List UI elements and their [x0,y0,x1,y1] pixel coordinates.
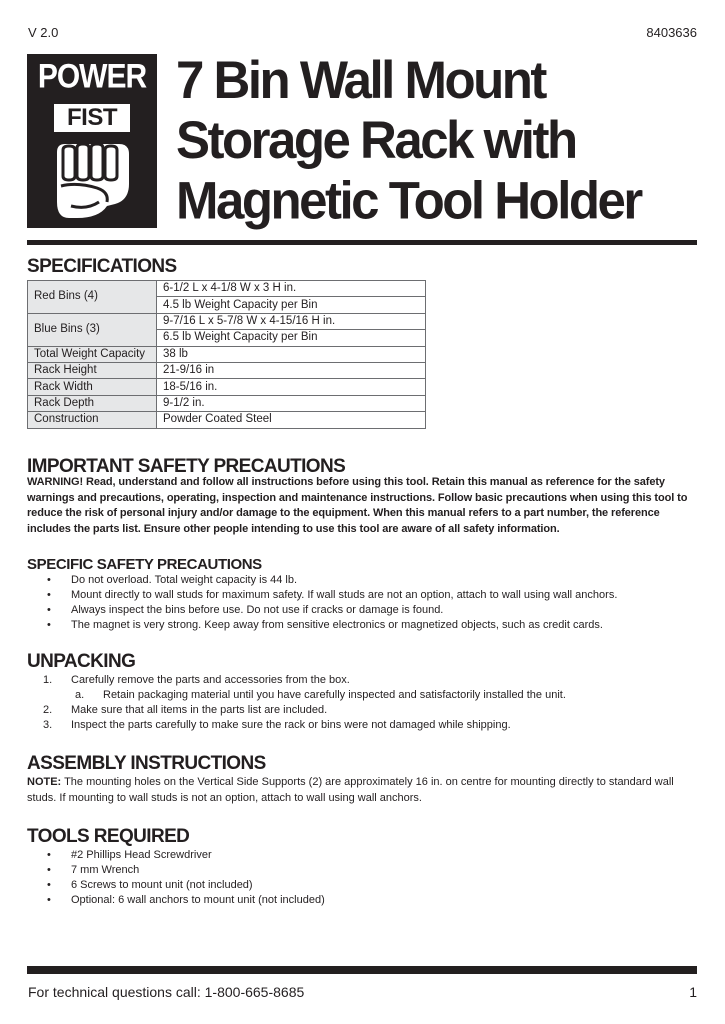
version-label: V 2.0 [28,25,59,40]
spec-value: 4.5 lb Weight Capacity per Bin [157,297,426,313]
table-row [28,362,426,378]
tools-list [27,848,325,908]
logo-word-fist: FIST [54,104,130,132]
list-item [27,703,566,718]
table-row [28,412,426,428]
specific-safety-list [27,573,617,633]
specifications-heading: SPECIFICATIONS [27,256,177,277]
safety-heading: IMPORTANT SAFETY PRECAUTIONS [27,456,346,477]
list-text: Carefully remove the parts and accessories from the box. [71,674,350,686]
list-item: • Do not overload. Total weight capacity is 44 lb. [27,573,617,588]
table-row [28,395,426,411]
title-line: Magnetic Tool Holder [176,170,641,230]
list-number: 1. [43,674,53,686]
note-label: NOTE: [27,776,62,788]
spec-value: 6-1/2 L x 4-1/8 W x 3 H in. [157,281,426,297]
safety-warning-text: WARNING! Read, understand and follow all instructions before using this tool. Retain this manual as reference for the safety warnings and precautions, operating, inspection and maintenance instructions. Follow basic precautions when using this tool to reduce the risk of personal injury and/or damage to the equipment. When this manual refers to a part number, the reference includes the parts list. Ensure other people intending to use this tool are aware of all safety information. [27,476,688,535]
spec-label: Construction [28,412,157,428]
list-item [27,718,566,733]
spec-value: 21-9/16 in [157,362,426,378]
list-text: Make sure that all items in the parts list are included. [71,704,328,716]
list-item: • #2 Phillips Head Screwdriver [27,848,325,863]
assembly-heading: ASSEMBLY INSTRUCTIONS [27,753,266,774]
spec-label: Blue Bins (3) [28,313,157,346]
unpacking-heading: UNPACKING [27,651,136,672]
spec-label: Rack Width [28,379,157,395]
list-number: a. [75,689,85,701]
page-number: 1 [689,984,697,1000]
list-item: • Mount directly to wall studs for maximum safety. If wall studs are not an option, attach to wall using wall anchors. [27,588,617,603]
tools-heading: TOOLS REQUIRED [27,826,190,847]
document-number: 8403636 [646,25,697,40]
power-fist-logo [27,54,157,228]
footer-divider [27,966,697,974]
spec-label: Red Bins (4) [28,281,157,314]
document-title [176,50,706,231]
list-item: • 6 Screws to mount unit (not included) [27,878,325,893]
title-line: Storage Rack with [176,110,576,170]
spec-label: Total Weight Capacity [28,346,157,362]
specifications-table [27,280,426,429]
list-item: • The magnet is very strong. Keep away from sensitive electronics or magnetized objects, such as credit cards. [27,618,617,633]
logo-word-power: POWER [37,57,147,96]
list-text: Retain packaging material until you have carefully inspected and satisfactorily installed the unit. [103,689,566,701]
fist-icon [47,140,137,222]
spec-value: 9-1/2 in. [157,395,426,411]
note-text: The mounting holes on the Vertical Side Supports (2) are approximately 16 in. on centre for mounting directly to standard wall studs. If mounting to wall studs is not an option, attach to wall using wall anchors. [27,776,674,804]
list-text: Inspect the parts carefully to make sure the rack or bins were not damaged while shipping. [71,719,511,731]
unpacking-list [27,673,566,733]
list-item [27,688,566,703]
list-item: • Always inspect the bins before use. Do not use if cracks or damage is found. [27,603,617,618]
specific-safety-heading: SPECIFIC SAFETY PRECAUTIONS [27,556,262,573]
assembly-note [27,775,697,806]
list-number: 2. [43,704,53,716]
spec-value: 38 lb [157,346,426,362]
table-row [28,313,426,329]
spec-value: Powder Coated Steel [157,412,426,428]
table-row [28,346,426,362]
spec-value: 9-7/16 L x 5-7/8 W x 4-15/16 H in. [157,313,426,329]
spec-label: Rack Depth [28,395,157,411]
spec-value: 18-5/16 in. [157,379,426,395]
list-item: • Optional: 6 wall anchors to mount unit (not included) [27,893,325,908]
list-item [27,673,566,688]
footer-contact: For technical questions call: 1-800-665-8685 [28,984,305,1000]
list-item: • 7 mm Wrench [27,863,325,878]
table-row [28,379,426,395]
spec-label: Rack Height [28,362,157,378]
title-line: 7 Bin Wall Mount [176,50,545,110]
table-row [28,281,426,297]
spec-value: 6.5 lb Weight Capacity per Bin [157,330,426,346]
list-number: 3. [43,719,53,731]
header-divider [27,240,697,245]
